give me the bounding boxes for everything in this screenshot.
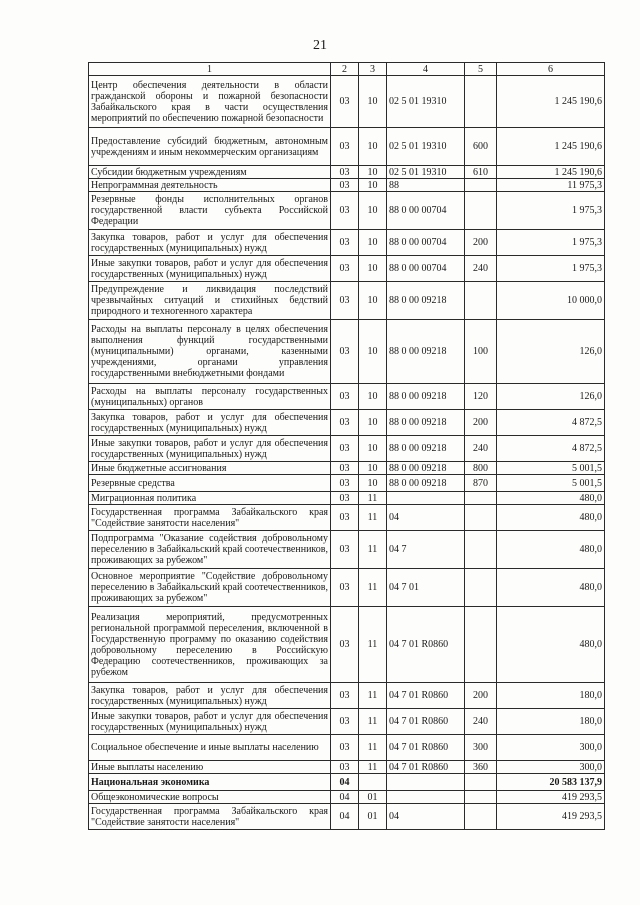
section-code-cell: 03 <box>331 256 359 282</box>
subsection-code-cell: 10 <box>359 282 387 320</box>
section-code-cell: 03 <box>331 475 359 492</box>
subsection-code-cell: 01 <box>359 791 387 804</box>
section-code-cell: 03 <box>331 128 359 166</box>
row-name-cell: Иные закупки товаров, работ и услуг для обеспечения государственных (муниципальных) нужд <box>89 436 331 462</box>
section-code-cell: 03 <box>331 192 359 230</box>
header-row <box>89 63 605 76</box>
amount-cell: 1 975,3 <box>497 230 605 256</box>
expense-type-cell: 200 <box>465 683 497 709</box>
subsection-code-cell: 10 <box>359 230 387 256</box>
section-code-cell: 03 <box>331 709 359 735</box>
table-row <box>89 735 605 761</box>
expense-type-cell: 120 <box>465 384 497 410</box>
target-article-cell: 04 7 <box>387 531 465 569</box>
header-cell: 5 <box>465 63 497 76</box>
subsection-code-cell: 11 <box>359 709 387 735</box>
amount-cell: 1 245 190,6 <box>497 166 605 179</box>
target-article-cell: 04 <box>387 505 465 531</box>
expense-type-cell: 300 <box>465 735 497 761</box>
expense-type-cell <box>465 804 497 830</box>
section-code-cell: 04 <box>331 804 359 830</box>
row-name-cell: Государственная программа Забайкальского края "Содействие занятости населения" <box>89 505 331 531</box>
target-article-cell: 88 <box>387 179 465 192</box>
expense-type-cell <box>465 791 497 804</box>
subsection-code-cell: 10 <box>359 410 387 436</box>
row-name-cell: Реализация мероприятий, предусмотренных региональной программой переселения, включенной в Государственную программу по оказанию содействия добровольному переселению в Российскую Федерацию соотечественников, проживающих за рубежом <box>89 607 331 683</box>
amount-cell: 1 975,3 <box>497 192 605 230</box>
page-number: 21 <box>313 38 327 53</box>
subsection-code-cell: 11 <box>359 735 387 761</box>
expense-type-cell: 200 <box>465 230 497 256</box>
expense-type-cell <box>465 76 497 128</box>
target-article-cell: 88 0 00 09218 <box>387 282 465 320</box>
subsection-code-cell: 11 <box>359 569 387 607</box>
row-name-cell: Непрограммная деятельность <box>89 179 331 192</box>
target-article-cell: 88 0 00 00704 <box>387 256 465 282</box>
section-code-cell: 03 <box>331 282 359 320</box>
row-name-cell: Предупреждение и ликвидация последствий чрезвычайных ситуаций и стихийных бедствий природного и техногенного характера <box>89 282 331 320</box>
target-article-cell: 88 0 00 09218 <box>387 462 465 475</box>
section-code-cell: 03 <box>331 505 359 531</box>
row-name-cell: Национальная экономика <box>89 774 331 791</box>
section-code-cell: 04 <box>331 774 359 791</box>
expense-type-cell: 240 <box>465 256 497 282</box>
target-article-cell: 04 7 01 R0860 <box>387 607 465 683</box>
target-article-cell: 04 7 01 <box>387 569 465 607</box>
subsection-code-cell: 10 <box>359 128 387 166</box>
amount-cell: 1 245 190,6 <box>497 76 605 128</box>
expense-type-cell <box>465 492 497 505</box>
target-article-cell: 88 0 00 00704 <box>387 230 465 256</box>
subsection-code-cell: 11 <box>359 761 387 774</box>
subsection-code-cell: 11 <box>359 492 387 505</box>
header-cell: 3 <box>359 63 387 76</box>
row-name-cell: Закупка товаров, работ и услуг для обеспечения государственных (муниципальных) нужд <box>89 230 331 256</box>
amount-cell: 5 001,5 <box>497 462 605 475</box>
amount-cell: 419 293,5 <box>497 791 605 804</box>
expense-type-cell: 360 <box>465 761 497 774</box>
row-name-cell: Закупка товаров, работ и услуг для обеспечения государственных (муниципальных) нужд <box>89 410 331 436</box>
subsection-code-cell: 10 <box>359 76 387 128</box>
section-code-cell: 03 <box>331 436 359 462</box>
amount-cell: 20 583 137,9 <box>497 774 605 791</box>
expense-type-cell: 100 <box>465 320 497 384</box>
row-name-cell: Иные закупки товаров, работ и услуг для обеспечения государственных (муниципальных) нужд <box>89 256 331 282</box>
table-row <box>89 774 605 791</box>
table-row <box>89 531 605 569</box>
subsection-code-cell: 10 <box>359 475 387 492</box>
section-code-cell: 03 <box>331 492 359 505</box>
subsection-code-cell: 10 <box>359 179 387 192</box>
target-article-cell <box>387 774 465 791</box>
expense-type-cell <box>465 505 497 531</box>
expense-type-cell <box>465 192 497 230</box>
expense-type-cell: 610 <box>465 166 497 179</box>
amount-cell: 126,0 <box>497 384 605 410</box>
table-row <box>89 475 605 492</box>
subsection-code-cell: 11 <box>359 607 387 683</box>
target-article-cell: 02 5 01 19310 <box>387 166 465 179</box>
target-article-cell: 88 0 00 09218 <box>387 436 465 462</box>
section-code-cell: 03 <box>331 462 359 475</box>
subsection-code-cell: 10 <box>359 462 387 475</box>
table-row <box>89 230 605 256</box>
subsection-code-cell: 10 <box>359 192 387 230</box>
subsection-code-cell <box>359 774 387 791</box>
header-cell: 4 <box>387 63 465 76</box>
amount-cell: 10 000,0 <box>497 282 605 320</box>
expense-type-cell: 870 <box>465 475 497 492</box>
expense-type-cell <box>465 607 497 683</box>
table-row <box>89 569 605 607</box>
subsection-code-cell: 10 <box>359 256 387 282</box>
row-name-cell: Резервные средства <box>89 475 331 492</box>
table-row <box>89 683 605 709</box>
amount-cell: 1 245 190,6 <box>497 128 605 166</box>
amount-cell: 11 975,3 <box>497 179 605 192</box>
subsection-code-cell: 10 <box>359 320 387 384</box>
target-article-cell: 04 7 01 R0860 <box>387 735 465 761</box>
target-article-cell: 88 0 00 00704 <box>387 192 465 230</box>
section-code-cell: 03 <box>331 607 359 683</box>
table-row <box>89 462 605 475</box>
table-row <box>89 128 605 166</box>
subsection-code-cell: 10 <box>359 384 387 410</box>
section-code-cell: 03 <box>331 230 359 256</box>
subsection-code-cell: 11 <box>359 683 387 709</box>
table-row <box>89 436 605 462</box>
table-row <box>89 791 605 804</box>
expense-type-cell: 200 <box>465 410 497 436</box>
row-name-cell: Иные выплаты населению <box>89 761 331 774</box>
row-name-cell: Иные бюджетные ассигнования <box>89 462 331 475</box>
row-name-cell: Резервные фонды исполнительных органов государственной власти субъекта Российской Федерации <box>89 192 331 230</box>
table-row <box>89 256 605 282</box>
section-code-cell: 03 <box>331 410 359 436</box>
target-article-cell: 02 5 01 19310 <box>387 128 465 166</box>
section-code-cell: 03 <box>331 384 359 410</box>
section-code-cell: 04 <box>331 791 359 804</box>
section-code-cell: 03 <box>331 683 359 709</box>
table-row <box>89 492 605 505</box>
section-code-cell: 03 <box>331 531 359 569</box>
row-name-cell: Основное мероприятие "Содействие добровольному переселению в Забайкальский край соотечественников, проживающих за рубежом" <box>89 569 331 607</box>
row-name-cell: Общеэкономические вопросы <box>89 791 331 804</box>
row-name-cell: Миграционная политика <box>89 492 331 505</box>
row-name-cell: Подпрограмма "Оказание содействия добровольному переселению в Забайкальский край соотечественников, проживающих за рубежом" <box>89 531 331 569</box>
table-row <box>89 505 605 531</box>
target-article-cell <box>387 492 465 505</box>
subsection-code-cell: 01 <box>359 804 387 830</box>
header-cell: 1 <box>89 63 331 76</box>
row-name-cell: Расходы на выплаты персоналу в целях обеспечения выполнения функций государственными (муниципальными) органами, казенными учреждениями, органами управления государственными внебюджетными фондами <box>89 320 331 384</box>
amount-cell: 480,0 <box>497 607 605 683</box>
table-row <box>89 410 605 436</box>
target-article-cell <box>387 791 465 804</box>
target-article-cell: 04 7 01 R0860 <box>387 683 465 709</box>
amount-cell: 480,0 <box>497 531 605 569</box>
subsection-code-cell: 10 <box>359 436 387 462</box>
amount-cell: 126,0 <box>497 320 605 384</box>
header-cell: 2 <box>331 63 359 76</box>
amount-cell: 4 872,5 <box>497 410 605 436</box>
expense-type-cell <box>465 774 497 791</box>
row-name-cell: Субсидии бюджетным учреждениям <box>89 166 331 179</box>
budget-table <box>88 62 605 830</box>
table-row <box>89 76 605 128</box>
expense-type-cell <box>465 179 497 192</box>
table-row <box>89 607 605 683</box>
amount-cell: 1 975,3 <box>497 256 605 282</box>
section-code-cell: 03 <box>331 569 359 607</box>
table-row <box>89 761 605 774</box>
table-row <box>89 179 605 192</box>
table-row <box>89 192 605 230</box>
table-row <box>89 709 605 735</box>
expense-type-cell: 240 <box>465 436 497 462</box>
row-name-cell: Центр обеспечения деятельности в области гражданской обороны и пожарной безопасности Забайкальского края в части осуществления мероприятий по обеспечению пожарной безопасности <box>89 76 331 128</box>
target-article-cell: 88 0 00 09218 <box>387 320 465 384</box>
table-row <box>89 166 605 179</box>
target-article-cell: 88 0 00 09218 <box>387 475 465 492</box>
amount-cell: 480,0 <box>497 492 605 505</box>
expense-type-cell <box>465 282 497 320</box>
target-article-cell: 88 0 00 09218 <box>387 410 465 436</box>
amount-cell: 300,0 <box>497 735 605 761</box>
amount-cell: 5 001,5 <box>497 475 605 492</box>
section-code-cell: 03 <box>331 320 359 384</box>
target-article-cell: 04 <box>387 804 465 830</box>
table-row <box>89 320 605 384</box>
table-row <box>89 384 605 410</box>
amount-cell: 480,0 <box>497 505 605 531</box>
subsection-code-cell: 10 <box>359 166 387 179</box>
section-code-cell: 03 <box>331 76 359 128</box>
expense-type-cell <box>465 531 497 569</box>
row-name-cell: Иные закупки товаров, работ и услуг для обеспечения государственных (муниципальных) нужд <box>89 709 331 735</box>
row-name-cell: Закупка товаров, работ и услуг для обеспечения государственных (муниципальных) нужд <box>89 683 331 709</box>
subsection-code-cell: 11 <box>359 505 387 531</box>
table-row <box>89 804 605 830</box>
section-code-cell: 03 <box>331 179 359 192</box>
amount-cell: 180,0 <box>497 709 605 735</box>
amount-cell: 419 293,5 <box>497 804 605 830</box>
section-code-cell: 03 <box>331 735 359 761</box>
amount-cell: 180,0 <box>497 683 605 709</box>
row-name-cell: Расходы на выплаты персоналу государственных (муниципальных) органов <box>89 384 331 410</box>
target-article-cell: 04 7 01 R0860 <box>387 761 465 774</box>
row-name-cell: Социальное обеспечение и иные выплаты населению <box>89 735 331 761</box>
expense-type-cell: 240 <box>465 709 497 735</box>
expense-type-cell: 600 <box>465 128 497 166</box>
target-article-cell: 88 0 00 09218 <box>387 384 465 410</box>
expense-type-cell: 800 <box>465 462 497 475</box>
header-cell: 6 <box>497 63 605 76</box>
amount-cell: 4 872,5 <box>497 436 605 462</box>
target-article-cell: 04 7 01 R0860 <box>387 709 465 735</box>
section-code-cell: 03 <box>331 166 359 179</box>
row-name-cell: Предоставление субсидий бюджетным, автономным учреждениям и иным некоммерческим организациям <box>89 128 331 166</box>
table-row <box>89 282 605 320</box>
section-code-cell: 03 <box>331 761 359 774</box>
subsection-code-cell: 11 <box>359 531 387 569</box>
amount-cell: 300,0 <box>497 761 605 774</box>
row-name-cell: Государственная программа Забайкальского края "Содействие занятости населения" <box>89 804 331 830</box>
target-article-cell: 02 5 01 19310 <box>387 76 465 128</box>
expense-type-cell <box>465 569 497 607</box>
amount-cell: 480,0 <box>497 569 605 607</box>
